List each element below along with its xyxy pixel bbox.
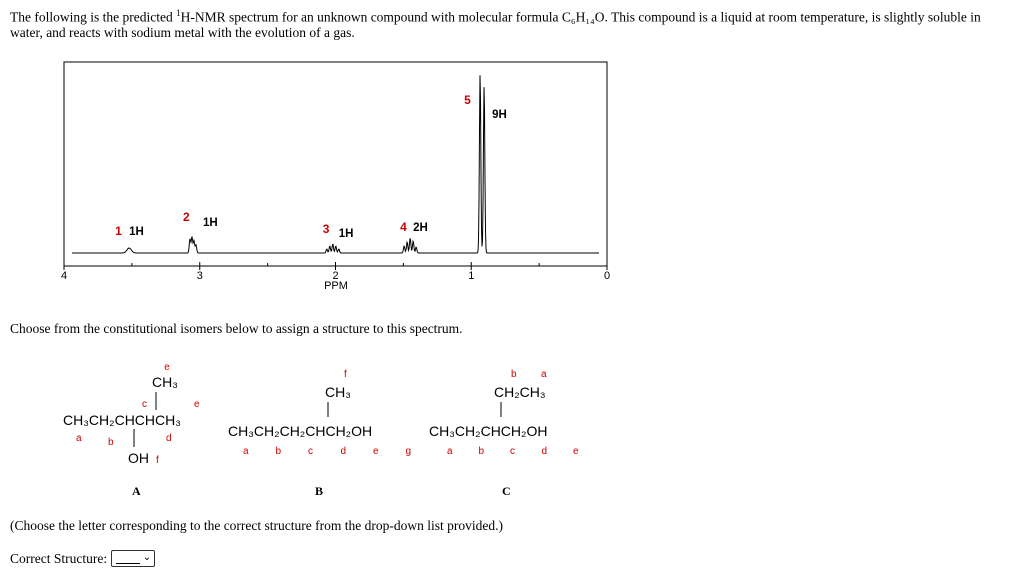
struct-a-letter-f: f (156, 455, 159, 466)
spectrum-frame (64, 62, 607, 266)
struct-a-main-chain: CH₃CH₂CHCHCH₃ (63, 412, 181, 428)
structure-label-a: A (132, 484, 141, 498)
struct-b-letters (243, 446, 411, 457)
structure-label-b: B (315, 484, 324, 498)
struct-a-letter-a: a (76, 433, 82, 444)
struct-a-letter-e: e (194, 399, 200, 410)
struct-c-letters (447, 446, 579, 457)
answer-row (10, 550, 155, 567)
structure-letter: e (573, 446, 579, 457)
structure-a (63, 362, 200, 466)
structure-letter: a (447, 446, 453, 457)
structure-letter: b (478, 446, 485, 457)
peak-index: 4 (400, 220, 407, 234)
x-tick-label: 3 (196, 270, 203, 282)
struct-c-main-chain: CH₃CH₂CHCH₂OH (429, 423, 548, 439)
peak-labels (115, 93, 507, 240)
x-tick-label: 1 (468, 270, 475, 282)
struct-a-letter-d: d (166, 433, 172, 444)
peak-integration: 1H (129, 226, 144, 238)
x-axis-label: PPM (324, 280, 348, 292)
structure-letter: e (373, 446, 379, 457)
structures-area (0, 355, 1024, 505)
structure-letter: c (308, 446, 313, 457)
dropdown-instruction: (Choose the letter corresponding to the correct structure from the drop-down list provided.) (10, 518, 503, 533)
dropdown-blank (116, 563, 140, 564)
structure-b (228, 369, 411, 457)
struct-a-letter-b: b (108, 437, 114, 448)
question-text-end: H-NMR spectrum for an unknown compound with molecular formula C₆H₁₄O. This compound is a liquid at room temperature, is slightly soluble in water, and reacts with sodium metal with the evolution of a gas. (10, 9, 981, 40)
structure-dropdown[interactable] (111, 550, 155, 567)
superscript-1: 1 (176, 8, 181, 18)
structure-label-c: C (502, 484, 511, 498)
structure-letter: a (243, 446, 249, 457)
x-tick-label: 0 (603, 270, 611, 282)
structure-letter: c (510, 446, 515, 457)
ppm-axis (61, 262, 610, 282)
struct-c-top-group: CH₂CH₃ (494, 384, 546, 400)
chevron-down-icon: ⌄ (142, 552, 152, 563)
choose-instruction: Choose from the constitutional isomers below to assign a structure to this spectrum. (10, 321, 463, 336)
peak-index: 5 (464, 93, 471, 107)
structure-letter: b (275, 446, 282, 457)
struct-c-letter-a-top: a (541, 369, 547, 380)
struct-b-letter-f: f (344, 369, 347, 380)
structure-c (429, 369, 579, 457)
peak-integration: 1H (202, 217, 218, 229)
struct-a-oh: OH (128, 450, 149, 466)
x-tick-label: 2 (332, 270, 339, 282)
struct-c-letter-b-top: b (511, 369, 517, 380)
structure-letter: g (405, 446, 412, 457)
peak-index: 1 (115, 224, 122, 238)
struct-b-main-chain: CH₃CH₂CH₂CHCH₂OH (228, 423, 373, 439)
peak-index: 2 (182, 210, 190, 224)
spectrum-line (72, 75, 599, 253)
structure-letter: d (340, 446, 347, 457)
struct-a-letter-c: c (142, 399, 147, 410)
spectrum-trace (72, 75, 599, 253)
x-tick-label: 4 (60, 270, 68, 282)
peak-integration: 1H (338, 228, 354, 240)
struct-b-top-group: CH₃ (325, 384, 351, 400)
answer-label: Correct Structure: (10, 550, 108, 566)
struct-a-letter-e-top: e (164, 362, 170, 373)
question-text-start: The following is the predicted (10, 9, 177, 25)
structure-letter: d (541, 446, 548, 457)
peak-index: 3 (322, 222, 330, 236)
peak-integration: 2H (413, 222, 428, 234)
peak-integration: 9H (492, 109, 507, 121)
struct-a-top-group: CH₃ (152, 374, 178, 390)
